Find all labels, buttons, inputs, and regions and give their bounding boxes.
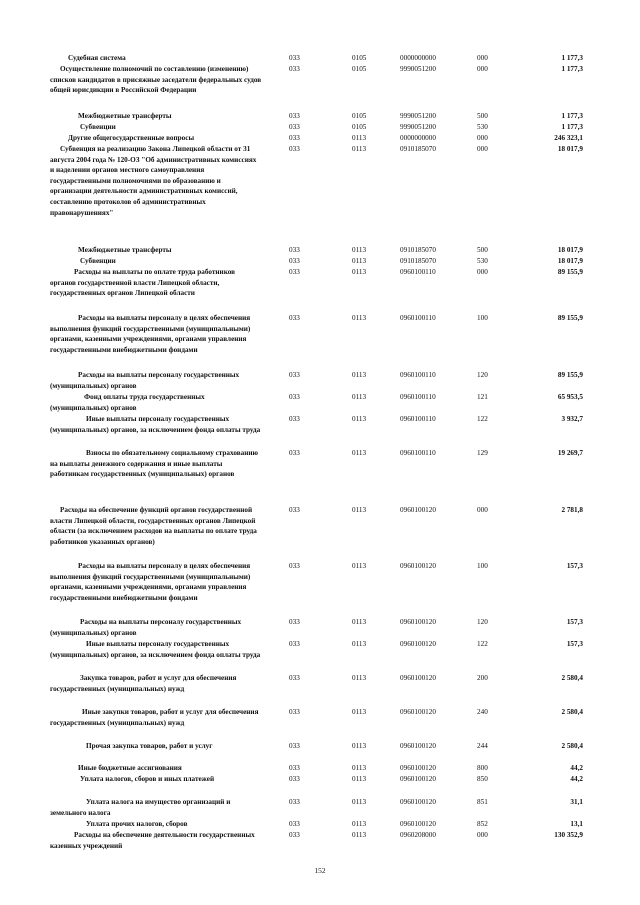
admin-code: 033 bbox=[289, 708, 300, 716]
section-code: 0113 bbox=[352, 145, 367, 153]
row-amount: 44,2 bbox=[570, 775, 583, 783]
row-name: Расходы на выплаты по оплате труда работников органов государственной власти Липецкой области, государственных органов Липецкой области bbox=[50, 268, 237, 298]
row-amount: 89 155,9 bbox=[557, 268, 583, 276]
section-code: 0113 bbox=[352, 674, 367, 682]
section-code: 0105 bbox=[352, 112, 367, 120]
admin-code: 033 bbox=[289, 145, 300, 153]
row-amount: 2 580,4 bbox=[561, 674, 583, 682]
expense-type-code: 120 bbox=[477, 618, 488, 626]
target-article-code: 0960100120 bbox=[400, 506, 436, 514]
target-article-code: 0960100110 bbox=[400, 415, 436, 423]
expense-type-code: 850 bbox=[477, 775, 488, 783]
row-name: Судебная система bbox=[68, 54, 126, 62]
row-name: Прочая закупка товаров, работ и услуг bbox=[86, 742, 213, 750]
row-amount: 2 580,4 bbox=[561, 708, 583, 716]
admin-code: 033 bbox=[289, 134, 300, 142]
row-name: Иные выплаты персоналу государственных (муниципальных) органов, за исключением фонда оплаты труда bbox=[50, 415, 261, 434]
expense-type-code: 000 bbox=[477, 54, 488, 62]
admin-code: 033 bbox=[289, 820, 300, 828]
row-amount: 65 953,5 bbox=[557, 393, 583, 401]
expense-type-code: 244 bbox=[477, 742, 488, 750]
row-amount: 130 352,9 bbox=[554, 831, 583, 839]
row-amount: 18 017,9 bbox=[557, 257, 583, 265]
expense-type-code: 851 bbox=[477, 798, 488, 806]
row-amount: 44,2 bbox=[570, 764, 583, 772]
expense-type-code: 200 bbox=[477, 674, 488, 682]
section-code: 0113 bbox=[352, 562, 367, 570]
admin-code: 033 bbox=[289, 54, 300, 62]
row-amount: 89 155,9 bbox=[557, 371, 583, 379]
target-article-code: 0960100110 bbox=[400, 268, 436, 276]
section-code: 0113 bbox=[352, 640, 367, 648]
row-name: Расходы на выплаты персоналу государственных (муниципальных) органов bbox=[50, 618, 243, 637]
expense-type-code: 100 bbox=[477, 562, 488, 570]
admin-code: 033 bbox=[289, 618, 300, 626]
target-article-code: 9990051200 bbox=[400, 123, 436, 131]
row-name: Расходы на выплаты персоналу в целях обеспечения выполнения функций государственными (муниципальными) органами, казенными учреждениями, органами управления государственными внебюджетными фондами bbox=[50, 314, 253, 354]
expense-type-code: 240 bbox=[477, 708, 488, 716]
expense-type-code: 000 bbox=[477, 506, 488, 514]
section-code: 0113 bbox=[352, 831, 367, 839]
row-amount: 157,3 bbox=[566, 640, 583, 648]
target-article-code: 0960100120 bbox=[400, 618, 436, 626]
expense-type-code: 530 bbox=[477, 123, 488, 131]
target-article-code: 0960100110 bbox=[400, 371, 436, 379]
row-amount: 157,3 bbox=[566, 618, 583, 626]
section-code: 0113 bbox=[352, 775, 367, 783]
row-name: Закупка товаров, работ и услуг для обеспечения государственных (муниципальных) нужд bbox=[50, 674, 239, 693]
target-article-code: 0960208000 bbox=[400, 831, 436, 839]
expense-type-code: 122 bbox=[477, 640, 488, 648]
section-code: 0113 bbox=[352, 618, 367, 626]
expense-type-code: 121 bbox=[477, 393, 488, 401]
target-article-code: 0960100120 bbox=[400, 798, 436, 806]
admin-code: 033 bbox=[289, 246, 300, 254]
target-article-code: 0960100120 bbox=[400, 820, 436, 828]
row-name: Межбюджетные трансферты bbox=[78, 246, 172, 254]
row-name: Расходы на обеспечение деятельности государственных казенных учреждений bbox=[50, 831, 257, 850]
row-name: Расходы на обеспечение функций органов государственной власти Липецкой области, государственных органов Липецкой области (за исключением расходов на выплаты по оплате труда работников указанных органов) bbox=[50, 506, 259, 546]
row-name: Фонд оплаты труда государственных (муниципальных) органов bbox=[50, 393, 207, 412]
section-code: 0113 bbox=[352, 764, 367, 772]
row-amount: 1 177,3 bbox=[561, 123, 583, 131]
expense-type-code: 129 bbox=[477, 449, 488, 457]
admin-code: 033 bbox=[289, 268, 300, 276]
admin-code: 033 bbox=[289, 65, 300, 73]
target-article-code: 0960100120 bbox=[400, 562, 436, 570]
target-article-code: 0960100120 bbox=[400, 775, 436, 783]
admin-code: 033 bbox=[289, 831, 300, 839]
row-name: Иные закупки товаров, работ и услуг для обеспечения государственных (муниципальных) нужд bbox=[50, 708, 261, 727]
expense-type-code: 000 bbox=[477, 134, 488, 142]
expense-type-code: 000 bbox=[477, 831, 488, 839]
admin-code: 033 bbox=[289, 640, 300, 648]
admin-code: 033 bbox=[289, 742, 300, 750]
row-amount: 1 177,3 bbox=[561, 54, 583, 62]
expense-type-code: 000 bbox=[477, 145, 488, 153]
row-amount: 19 269,7 bbox=[557, 449, 583, 457]
row-amount: 246 323,1 bbox=[554, 134, 583, 142]
section-code: 0113 bbox=[352, 449, 367, 457]
target-article-code: 0910185070 bbox=[400, 257, 436, 265]
expense-type-code: 000 bbox=[477, 268, 488, 276]
target-article-code: 0960100110 bbox=[400, 314, 436, 322]
admin-code: 033 bbox=[289, 371, 300, 379]
admin-code: 033 bbox=[289, 112, 300, 120]
section-code: 0113 bbox=[352, 246, 367, 254]
row-amount: 18 017,9 bbox=[557, 246, 583, 254]
target-article-code: 0960100120 bbox=[400, 674, 436, 682]
section-code: 0113 bbox=[352, 506, 367, 514]
section-code: 0113 bbox=[352, 257, 367, 265]
admin-code: 033 bbox=[289, 415, 300, 423]
section-code: 0113 bbox=[352, 268, 367, 276]
target-article-code: 0000000000 bbox=[400, 54, 436, 62]
section-code: 0113 bbox=[352, 742, 367, 750]
section-code: 0113 bbox=[352, 415, 367, 423]
target-article-code: 0960100120 bbox=[400, 764, 436, 772]
admin-code: 033 bbox=[289, 449, 300, 457]
row-name: Субвенции bbox=[80, 257, 116, 265]
section-code: 0113 bbox=[352, 134, 367, 142]
target-article-code: 0000000000 bbox=[400, 134, 436, 142]
row-name: Осуществление полномочий по составлению (изменению) списков кандидатов в присяжные заседатели федеральных судов общей юрисдикции в Российской Федерации bbox=[50, 65, 263, 95]
target-article-code: 0960100120 bbox=[400, 640, 436, 648]
admin-code: 033 bbox=[289, 674, 300, 682]
row-amount: 1 177,3 bbox=[561, 65, 583, 73]
admin-code: 033 bbox=[289, 798, 300, 806]
section-code: 0105 bbox=[352, 65, 367, 73]
section-code: 0113 bbox=[352, 314, 367, 322]
target-article-code: 0960100120 bbox=[400, 742, 436, 750]
row-name: Межбюджетные трансферты bbox=[78, 112, 172, 120]
expense-type-code: 500 bbox=[477, 246, 488, 254]
expense-type-code: 000 bbox=[477, 65, 488, 73]
section-code: 0105 bbox=[352, 123, 367, 131]
row-name: Иные выплаты персоналу государственных (муниципальных) органов, за исключением фонда оплаты труда bbox=[50, 640, 261, 659]
row-name: Субвенции bbox=[80, 123, 116, 131]
row-name: Уплата налога на имущество организаций и земельного налога bbox=[50, 798, 233, 817]
row-name: Взносы по обязательному социальному страхованию на выплаты денежного содержания и иные выплаты работникам государственных (муниципальных) органов bbox=[50, 449, 260, 479]
row-name: Субвенция на реализацию Закона Липецкой области от 31 августа 2004 года № 120-ОЗ "Об административных комиссиях и наделении органов местного самоуправления государственными полномочиями по образованию и организации деятельности административных комиссий, составлению протоколов об административных правонарушениях" bbox=[50, 145, 259, 217]
section-code: 0113 bbox=[352, 393, 367, 401]
row-name: Уплата прочих налогов, сборов bbox=[86, 820, 188, 828]
target-article-code: 9990051200 bbox=[400, 112, 436, 120]
row-name: Другие общегосударственные вопросы bbox=[68, 134, 195, 142]
expense-type-code: 100 bbox=[477, 314, 488, 322]
row-amount: 89 155,9 bbox=[557, 314, 583, 322]
row-amount: 2 580,4 bbox=[561, 742, 583, 750]
target-article-code: 0960100110 bbox=[400, 449, 436, 457]
target-article-code: 0960100110 bbox=[400, 393, 436, 401]
row-amount: 3 932,7 bbox=[561, 415, 583, 423]
row-amount: 157,3 bbox=[566, 562, 583, 570]
expense-type-code: 800 bbox=[477, 764, 488, 772]
row-amount: 18 017,9 bbox=[557, 145, 583, 153]
admin-code: 033 bbox=[289, 314, 300, 322]
row-name: Уплата налогов, сборов и иных платежей bbox=[80, 775, 215, 783]
row-name: Расходы на выплаты персоналу в целях обеспечения выполнения функций государственными (муниципальными) органами, казенными учреждениями, органами управления государственными внебюджетными фондами bbox=[50, 562, 253, 602]
admin-code: 033 bbox=[289, 764, 300, 772]
target-article-code: 0960100120 bbox=[400, 708, 436, 716]
target-article-code: 9990051200 bbox=[400, 65, 436, 73]
expense-type-code: 852 bbox=[477, 820, 488, 828]
admin-code: 033 bbox=[289, 393, 300, 401]
section-code: 0113 bbox=[352, 798, 367, 806]
target-article-code: 0910185070 bbox=[400, 246, 436, 254]
section-code: 0113 bbox=[352, 708, 367, 716]
section-code: 0113 bbox=[352, 820, 367, 828]
target-article-code: 0910185070 bbox=[400, 145, 436, 153]
row-name: Иные бюджетные ассигнования bbox=[78, 764, 182, 772]
admin-code: 033 bbox=[289, 775, 300, 783]
expense-type-code: 122 bbox=[477, 415, 488, 423]
admin-code: 033 bbox=[289, 506, 300, 514]
page-number: 152 bbox=[314, 866, 326, 875]
admin-code: 033 bbox=[289, 562, 300, 570]
section-code: 0105 bbox=[352, 54, 367, 62]
section-code: 0113 bbox=[352, 371, 367, 379]
expense-type-code: 530 bbox=[477, 257, 488, 265]
row-amount: 13,1 bbox=[570, 820, 583, 828]
expense-type-code: 120 bbox=[477, 371, 488, 379]
row-amount: 1 177,3 bbox=[561, 112, 583, 120]
row-name: Расходы на выплаты персоналу государственных (муниципальных) органов bbox=[50, 371, 241, 390]
admin-code: 033 bbox=[289, 123, 300, 131]
expense-type-code: 500 bbox=[477, 112, 488, 120]
admin-code: 033 bbox=[289, 257, 300, 265]
row-amount: 2 781,8 bbox=[561, 506, 583, 514]
row-amount: 31,1 bbox=[570, 798, 583, 806]
